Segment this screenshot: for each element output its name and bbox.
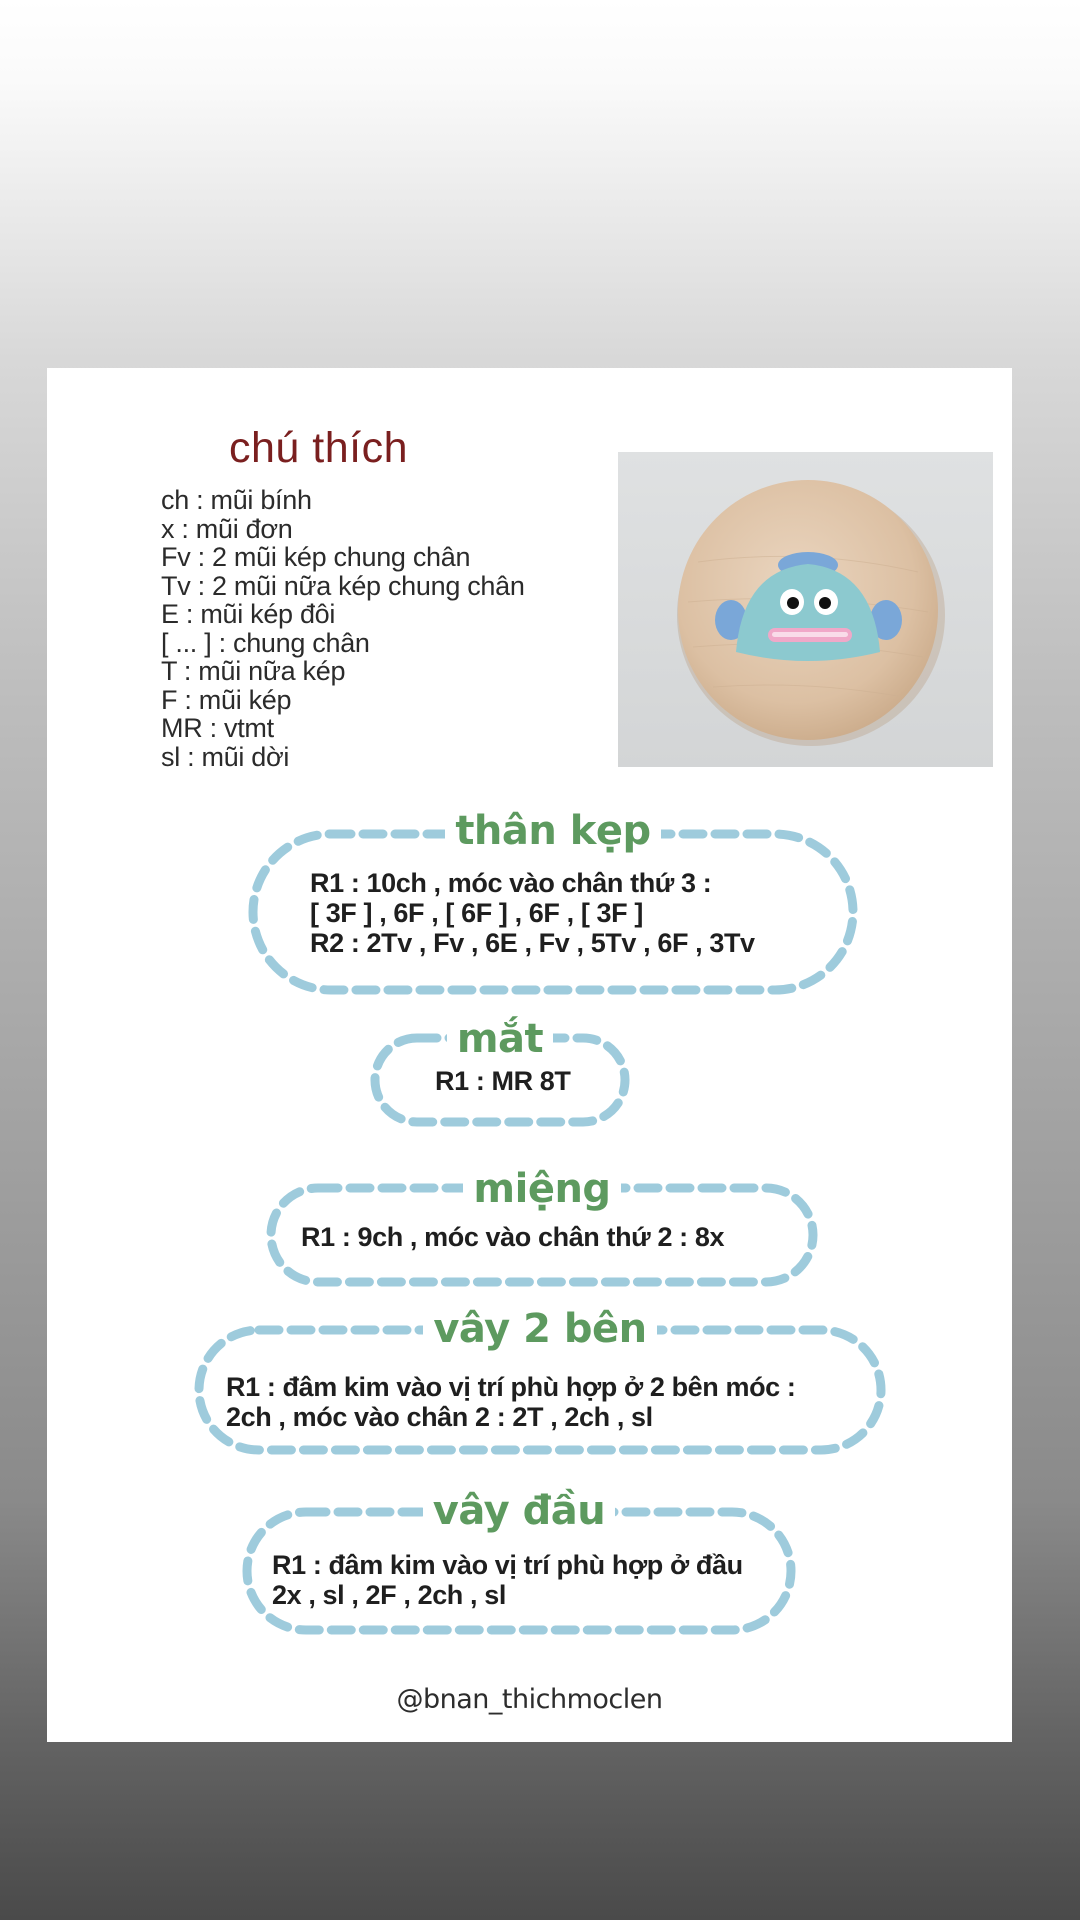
legend-item: Fv : 2 mũi kép chung chân [161,542,471,572]
legend-item: E : mũi kép đôi [161,599,336,629]
legend-item: ch : mũi bính [161,485,312,515]
section-vay-2-ben [195,1306,885,1454]
section-mieng [267,1166,817,1286]
legend-item: [ ... ] : chung chân [161,627,370,658]
section-body: R1 : đâm kim vào vị trí phù hợp ở 2 bên móc : 2ch , móc vào chân 2 : 2T , 2ch , sl [226,1372,796,1432]
legend-item: MR : vtmt [161,713,274,743]
section-body: R1 : MR 8T [435,1066,571,1096]
section-body: R1 : 9ch , móc vào chân thứ 2 : 8x [301,1222,725,1252]
section-vay-dau [243,1488,795,1634]
legend-item: sl : mũi dời [161,741,290,772]
crochet-fish-photo [618,452,993,767]
section-title: thân kẹp [249,808,857,854]
legend-item: x : mũi đơn [161,513,293,544]
legend-title: chú thích [229,424,408,472]
section-title: vây đầu [243,1488,795,1534]
section-body: R1 : 10ch , móc vào chân thứ 3 : [ 3F ] , 6F , [ 6F ] , 6F , [ 3F ] R2 : 2Tv , Fv , 6E , Fv , 5Tv , 6F , 3Tv [310,868,755,958]
section-title: vây 2 bên [195,1306,885,1352]
legend-list [161,486,621,771]
credit-handle: @bnan_thichmoclen [396,1684,663,1715]
legend-item: T : mũi nữa kép [161,656,346,686]
section-title: miệng [267,1166,817,1212]
section-body: R1 : đâm kim vào vị trí phù hợp ở đầu 2x , sl , 2F , 2ch , sl [272,1550,743,1610]
pattern-card [47,368,1012,1742]
section-title: mắt [371,1016,629,1062]
legend-item: Tv : 2 mũi nữa kép chung chân [161,570,525,601]
legend-item: F : mũi kép [161,684,292,715]
section-than-kep [249,808,857,994]
section-mat [371,1016,629,1126]
